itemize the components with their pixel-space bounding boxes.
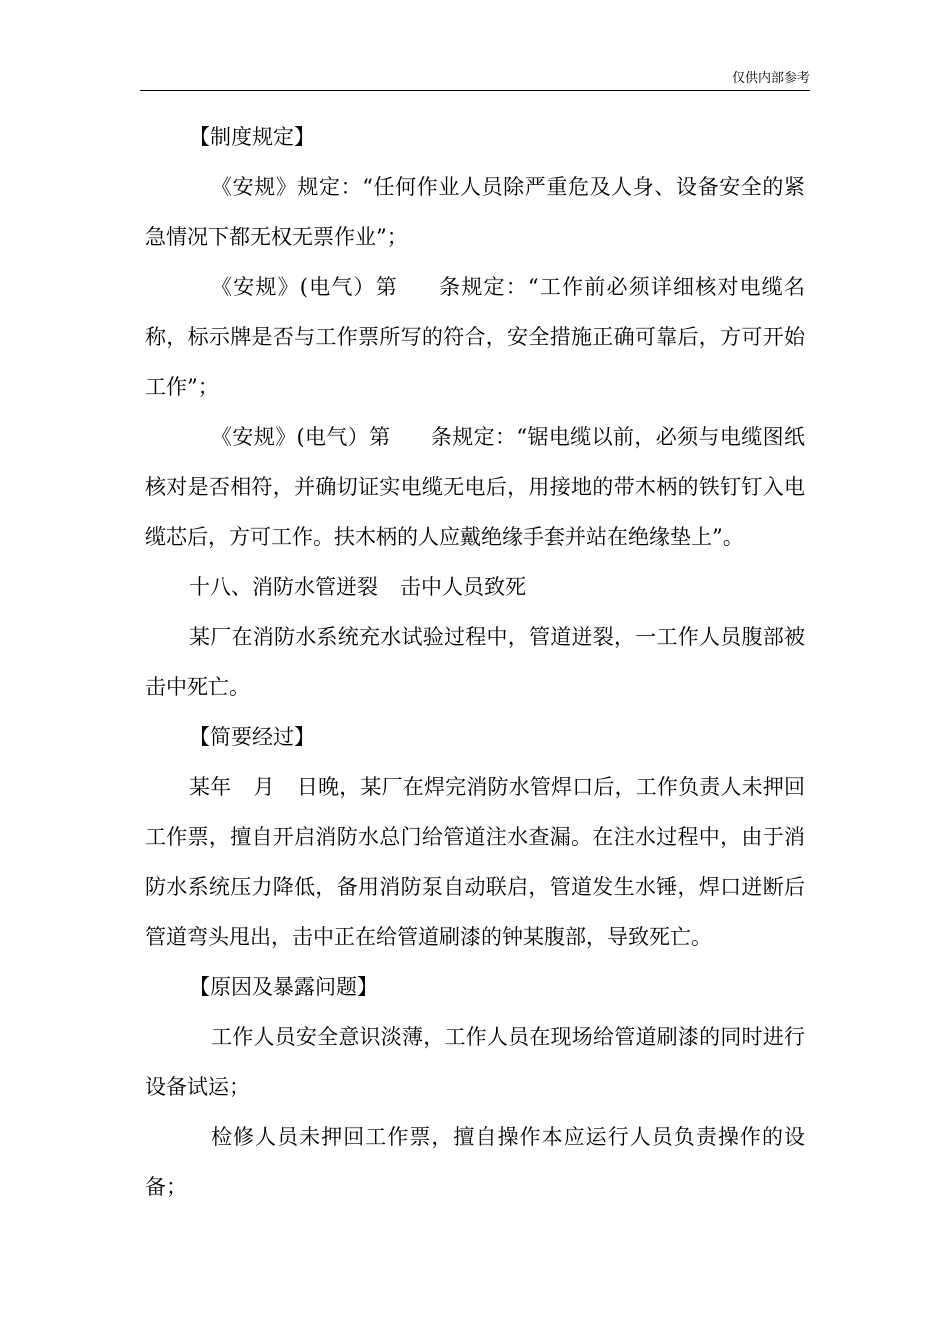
regulation-2-prefix: 《安规》(电气）第 xyxy=(211,275,398,299)
process-month: 月 xyxy=(253,775,275,799)
section-title-regulations: 【制度规定】 xyxy=(189,125,315,149)
header-note: 仅供内部参考 xyxy=(731,71,810,86)
paragraph-case-summary: 某厂在消防水系统充水试验过程中，管道迸裂，一工作人员腹部被击中死亡。 xyxy=(145,625,805,699)
case-title-part-1: 十八、消防水管迸裂 xyxy=(189,575,378,599)
process-year: 某年 xyxy=(189,775,232,799)
regulation-3-prefix: 《安规》(电气）第 xyxy=(211,425,391,449)
section-title-brief-process: 【简要经过】 xyxy=(189,725,315,749)
paragraph-brief-process xyxy=(145,762,805,962)
case-title-part-2: 击中人员致死 xyxy=(400,575,526,599)
process-text: 日晚，某厂在焊完消防水管焊口后，工作负责人未押回工作票，擅自开启消防水总门给管道注水查漏。在注水过程中，由于消防水系统压力降低，备用消防泵自动联启，管道发生水锤，焊口迸断后管道弯头甩出，击中正在给管道刷漆的钟某腹部，导致死亡。 xyxy=(145,775,806,949)
section-title-causes: 【原因及暴露问题】 xyxy=(189,975,378,999)
case-title xyxy=(145,562,805,612)
paragraph-regulation-1: 《安规》规定：“任何作业人员除严重危及人身、设备安全的紧急情况下都无权无票作业”； xyxy=(145,175,805,249)
regulation-3-text: 条规定：“锯电缆以前，必须与电缆图纸核对是否相符，并确切证实电缆无电后，用接地的带木柄的铁钉钉入电缆芯后，方可工作。扶木柄的人应戴绝缘手套并站在绝缘垫上”。 xyxy=(145,425,805,549)
document-body xyxy=(145,112,805,1212)
paragraph-regulation-3 xyxy=(145,412,805,562)
header-rule xyxy=(140,90,810,91)
paragraph-cause-1: 工作人员安全意识淡薄，工作人员在现场给管道刷漆的同时进行设备试运； xyxy=(145,1025,805,1099)
paragraph-regulation-2 xyxy=(145,262,805,412)
paragraph-cause-2: 检修人员未押回工作票，擅自操作本应运行人员负责操作的设备； xyxy=(145,1125,805,1199)
regulation-2-text: 条规定：“工作前必须详细核对电缆名称，标示牌是否与工作票所写的符合，安全措施正确可靠后，方可开始工作”； xyxy=(145,275,805,399)
